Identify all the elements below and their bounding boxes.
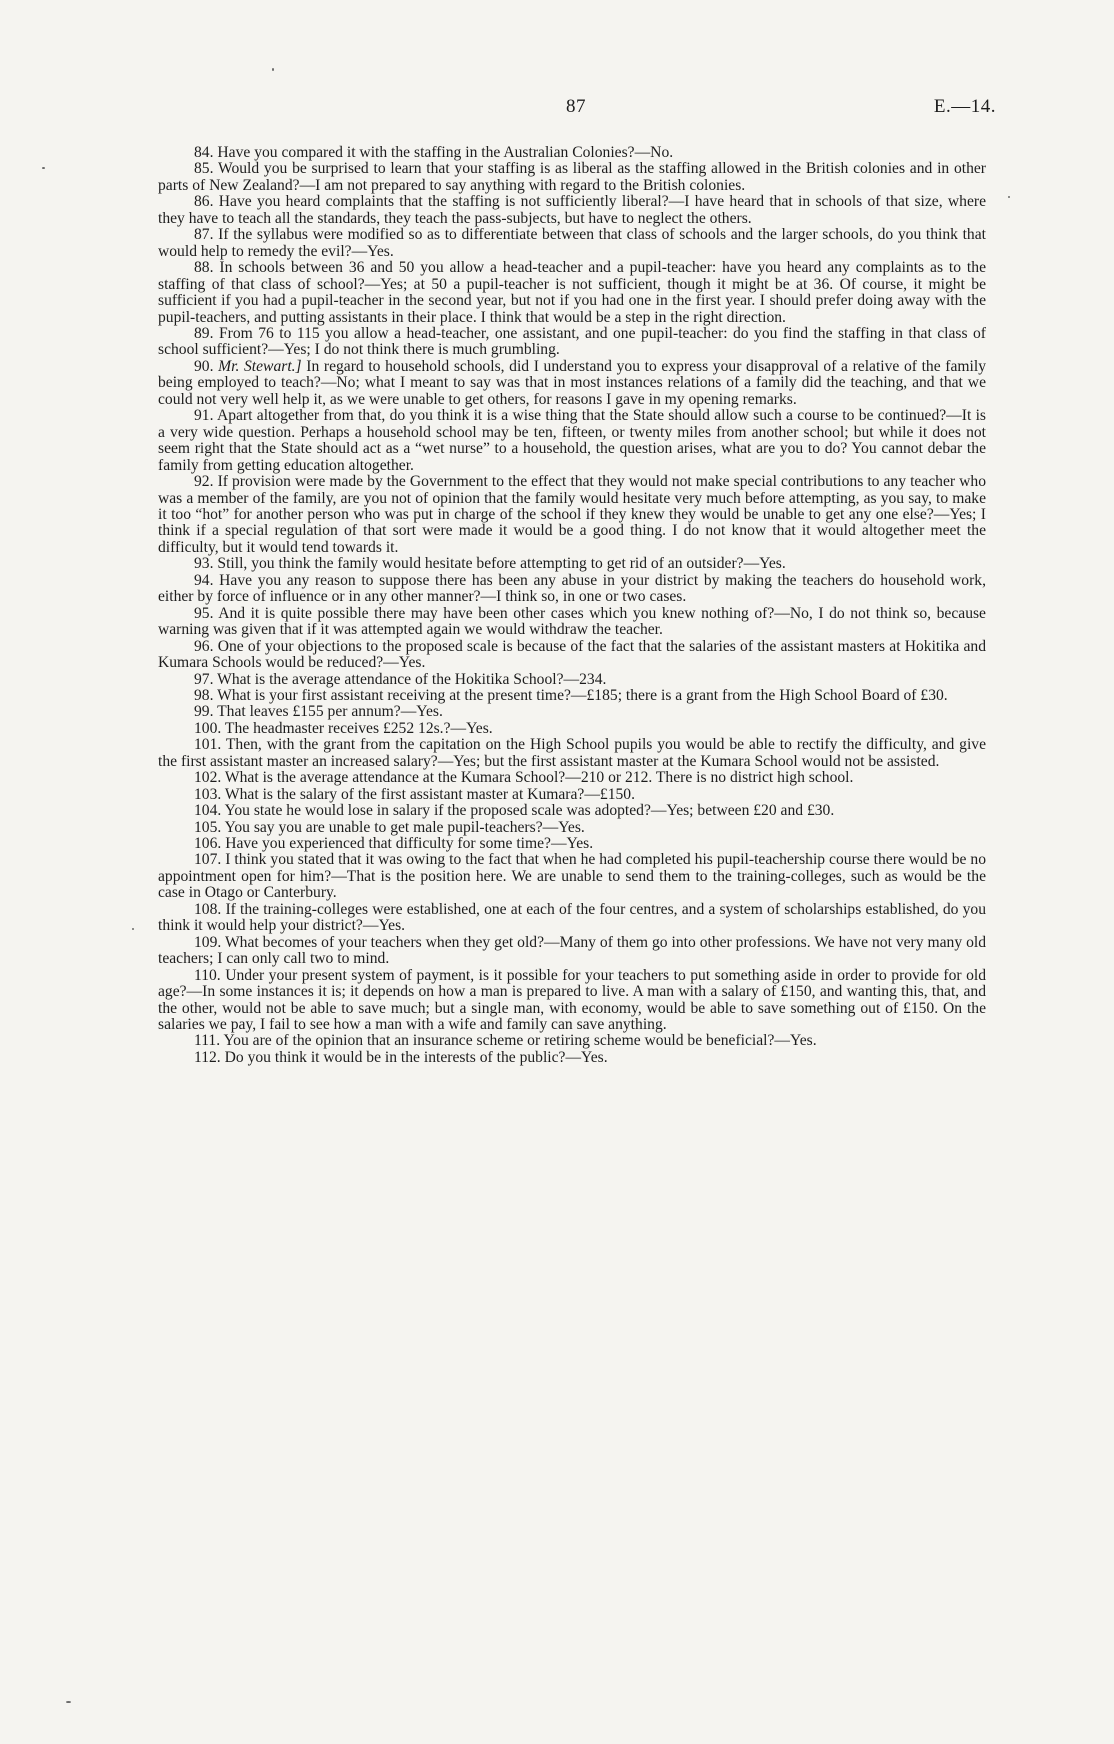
question-number: 86. [194,193,214,211]
paragraph-text: Would you be surprised to learn that your staffing is as liberal as the staffing allowed in the British colonies and in other parts of New Zealand?—I am not prepared to say anything with regard to the British colonies. [158,160,986,194]
paragraph-text: If the training-colleges were established, one at each of the four centres, and a system of scholarships established, do you think it would help your district?—Yes. [158,900,986,935]
page-header [0,96,1114,126]
paragraph-text: If the syllabus were modified so as to differentiate between that class of schools and the larger schools, do you think that would help to remedy the evil?—Yes. [158,226,986,260]
question-number: 95. [194,604,214,622]
question-number: 110. [194,966,221,984]
scan-speck [1008,196,1010,198]
question-number: 84. [194,144,214,161]
question-answer-paragraph [158,935,986,968]
paragraph-text: You say you are unable to get male pupil-teachers?—Yes. [224,818,585,836]
paragraph-text: What is the average attendance of the Hokitika School?—234. [217,670,607,688]
paragraph-text: In schools between 36 and 50 you allow a head-teacher and a pupil-teacher: have you heard any complaints as to the staffing of that class of school?—Yes; at 50 a pupil-teacher is not sufficient, though it might be at 36. Of course, it might be sufficient if you had a pupil-teacher in the second year, but not if you had one in the first year. I should prefer doing away with the pupil-teachers, and putting assistants in their place. I think that would be a step in the right direction. [158,259,986,326]
question-answer-paragraph [158,968,986,1034]
question-answer-paragraph [158,787,986,803]
scan-speck [132,928,134,930]
question-answer-paragraph [158,770,986,786]
document-reference: E.—14. [933,96,996,117]
question-number: 100. [194,719,222,737]
question-number: 111. [194,1032,221,1050]
scan-speck [272,68,274,71]
question-number: 108. [194,900,222,918]
question-number: 102. [194,769,222,787]
question-number: 109. [194,933,222,951]
paragraph-text: You are of the opinion that an insurance scheme or retiring scheme would be beneficial?—Yes. [223,1032,817,1050]
scan-speck [42,167,45,169]
paragraph-text: Have you any reason to suppose there has been any abuse in your district by making the teachers do household work, either by force of influence or in any other manner?—I think so, in one or two cases. [158,571,986,606]
question-answer-paragraph [158,474,986,556]
question-answer-paragraph [158,145,986,161]
question-number: 107. [194,851,222,869]
paragraph-text: I think you stated that it was owing to the fact that when he had completed his pupil-teachership course there would be no appointment open for him?—That is the position here. We are unable to send them to the training-colleges, such as would be the case in Otago or Canterbury. [158,851,986,902]
question-answer-paragraph [158,408,986,474]
question-number: 105. [194,818,222,836]
scan-speck [66,1701,71,1703]
question-answer-paragraph [158,194,986,227]
question-answer-paragraph [158,672,986,688]
paragraph-text: What is your first assistant receiving at the present time?—£185; there is a grant from the High School Board of £30. [217,686,948,704]
page-number: 87 [566,96,586,117]
question-number: 96. [194,637,214,655]
paragraph-text: What becomes of your teachers when they get old?—Many of them go into other professions. We have not very many old teachers; I can only call two to mind. [158,933,986,968]
question-number: 98. [194,686,214,704]
question-number: 104. [194,802,222,820]
question-answer-paragraph [158,556,986,572]
paragraph-text: From 76 to 115 you allow a head-teacher, one assistant, and one pupil-teacher: do you find the staffing in that class of school sufficient?—Yes; I do not think there is much grumbling. [158,324,986,359]
question-number: 106. [194,835,222,853]
paragraph-text: Have you compared it with the staffing in the Australian Colonies?—No. [217,144,674,161]
paragraph-text: Under your present system of payment, is it possible for your teachers to put something aside in order to provide for old age?—In some instances it is; it depends on how a man is prepared to live. A man with a salary of £150, and wanting this, that, and the other, would not be able to save much; but a single man, with economy, would be able to save something out of £150. On the salaries we pay, I fail to see how a man with a wife and family can save anything. [158,966,986,1034]
question-answer-paragraph [158,639,986,672]
question-answer-paragraph [158,704,986,720]
paragraph-text: One of your objections to the proposed scale is because of the fact that the salaries of the assistant masters at Hokitika and Kumara Schools would be reduced?—Yes. [158,637,986,672]
question-number: 103. [194,785,222,803]
paragraph-text: Then, with the grant from the capitation on the High School pupils you would be able to rectify the difficulty, and give the first assistant master an increased salary?—Yes; but the first assistant master at the Kumara School would not be assisted. [158,736,986,770]
question-answer-paragraph [158,1050,986,1066]
paragraph-text: You state he would lose in salary if the proposed scale was adopted?—Yes; between £20 and £30. [224,802,835,820]
paragraph-text: Do you think it would be in the interests of the public?—Yes. [224,1048,608,1066]
question-answer-paragraph [158,227,986,260]
question-answer-paragraph [158,820,986,836]
question-answer-paragraph [158,836,986,852]
paragraph-text: And it is quite possible there may have been other cases which you knew nothing of?—No, I do not think so, because warning was given that if it was attempted again we would withdraw the teacher. [158,604,986,639]
question-answer-paragraph [158,902,986,935]
question-answer-paragraph [158,326,986,359]
question-number: 90. [194,357,214,375]
question-number: 89. [194,324,214,342]
question-number: 87. [194,226,214,244]
question-number: 85. [194,160,214,178]
paragraph-text: That leaves £155 per annum?—Yes. [217,703,443,721]
question-answer-paragraph [158,573,986,606]
question-number: 92. [194,473,214,491]
paragraph-text: What is the salary of the first assistant master at Kumara?—£150. [224,785,636,803]
question-answer-paragraph [158,260,986,326]
evidence-text [158,145,986,1066]
question-number: 88. [194,259,214,277]
question-number: 94. [194,571,214,589]
paragraph-text: If provision were made by the Government to the effect that they would not make special contributions to any teacher who was a member of the family, are you not of opinion that the family would hesitate very much before attempting, as you say, to make it too “hot” for another person who was put in charge of the school if they knew they would be unable to get any one else?—Yes; I think if a special regulation of that sort were made it would be a good thing. I do not know that it would altogether meet the difficulty, but it would tend towards it. [158,473,986,556]
question-answer-paragraph [158,721,986,737]
question-number: 97. [194,670,214,688]
paragraph-text: The headmaster receives £252 12s.?—Yes. [224,719,493,737]
paragraph-text: Still, you think the family would hesitate before attempting to get rid of an outsider?—Yes. [217,555,786,573]
question-answer-paragraph [158,803,986,819]
question-number: 101. [194,736,222,754]
paragraph-text: In regard to household schools, did I understand you to express your disapproval of a relative of the family being employed to teach?—No; what I meant to say was that in most instances relations of a family did the teaching, and that we could not very well help it, as we were unable to get others, for reasons I gave in my opening remarks. [158,357,986,408]
paragraph-text: What is the average attendance at the Kumara School?—210 or 212. There is no district high school. [224,769,854,787]
question-number: 91. [194,407,214,425]
question-answer-paragraph [158,1033,986,1049]
question-number: 112. [194,1048,221,1066]
question-answer-paragraph [158,737,986,770]
question-answer-paragraph [158,161,986,194]
question-answer-paragraph [158,688,986,704]
speaker-name: Mr. Stewart.] [218,357,302,375]
question-answer-paragraph [158,359,986,408]
question-number: 93. [194,555,214,573]
question-answer-paragraph [158,606,986,639]
paragraph-text: Have you experienced that difficulty for some time?—Yes. [225,835,594,853]
paragraph-text: Have you heard complaints that the staffing is not sufficiently liberal?—I have heard that in schools of that size, where they have to teach all the standards, they teach the pass-subjects, but have to neglect the others. [158,193,986,227]
question-number: 99. [194,703,214,721]
paragraph-text: Apart altogether from that, do you think it is a wise thing that the State should allow such a course to be continued?—It is a very wide question. Perhaps a household school may be ten, fifteen, or twenty miles from another school; but while it does not seem right that the State should act as a “wet nurse” to a household, the question arises, what are you to do? You cannot debar the family from getting education altogether. [158,407,986,474]
question-answer-paragraph [158,852,986,901]
